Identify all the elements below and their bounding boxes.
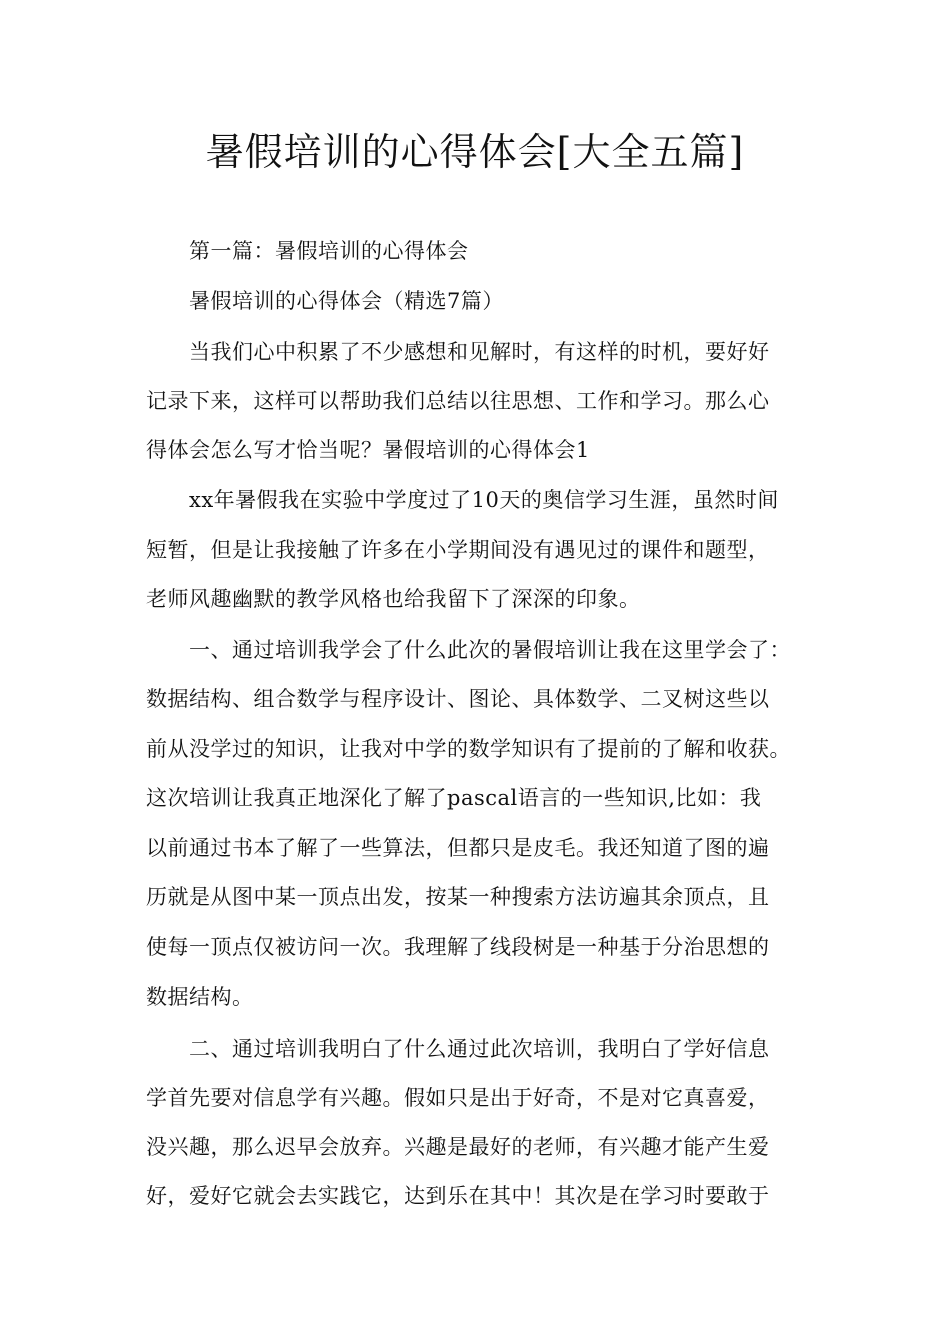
paragraph-line: 一、通过培训我学会了什么此次的暑假培训让我在这里学会了：	[189, 638, 791, 662]
paragraph-line: 好，爱好它就会去实践它，达到乐在其中！其次是在学习时要敢于	[146, 1184, 770, 1208]
paragraph-line: 历就是从图中某一顶点出发，按某一种搜索方法访遍其余顶点，且	[146, 885, 770, 909]
paragraph-line: 记录下来，这样可以帮助我们总结以往思想、工作和学习。那么心	[146, 389, 770, 413]
paragraph-line: xx年暑假我在实验中学度过了10天的奥信学习生涯，虽然时间	[189, 488, 779, 512]
paragraph-line: 前从没学过的知识，让我对中学的数学知识有了提前的了解和收获。	[146, 737, 791, 761]
paragraph-line: 数据结构、组合数学与程序设计、图论、具体数学、二叉树这些以	[146, 687, 770, 711]
subtitle-line: 暑假培训的心得体会（精选7篇）	[189, 289, 504, 313]
document-title: 暑假培训的心得体会[大全五篇]	[205, 130, 745, 174]
paragraph-line: 老师风趣幽默的教学风格也给我留下了深深的印象。	[146, 587, 641, 611]
paragraph-line: 短暂，但是让我接触了许多在小学期间没有遇见过的课件和题型，	[146, 538, 770, 562]
paragraph-line: 当我们心中积累了不少感想和见解时，有这样的时机，要好好	[189, 340, 770, 364]
paragraph-line: 得体会怎么写才恰当呢？暑假培训的心得体会1	[146, 438, 590, 462]
paragraph-line: 使每一顶点仅被访问一次。我理解了线段树是一种基于分治思想的	[146, 935, 770, 959]
paragraph-line: 没兴趣，那么迟早会放弃。兴趣是最好的老师，有兴趣才能产生爱	[146, 1135, 770, 1159]
paragraph-line: 学首先要对信息学有兴趣。假如只是出于好奇，不是对它真喜爱，	[146, 1086, 770, 1110]
paragraph-line: 以前通过书本了解了一些算法，但都只是皮毛。我还知道了图的遍	[146, 836, 770, 860]
paragraph-line: 二、通过培训我明白了什么通过此次培训，我明白了学好信息	[189, 1037, 770, 1061]
paragraph-line: 这次培训让我真正地深化了解了pascal语言的一些知识,比如：我	[146, 786, 762, 810]
paragraph-line: 数据结构。	[146, 985, 254, 1009]
section-heading: 第一篇：暑假培训的心得体会	[189, 239, 469, 263]
